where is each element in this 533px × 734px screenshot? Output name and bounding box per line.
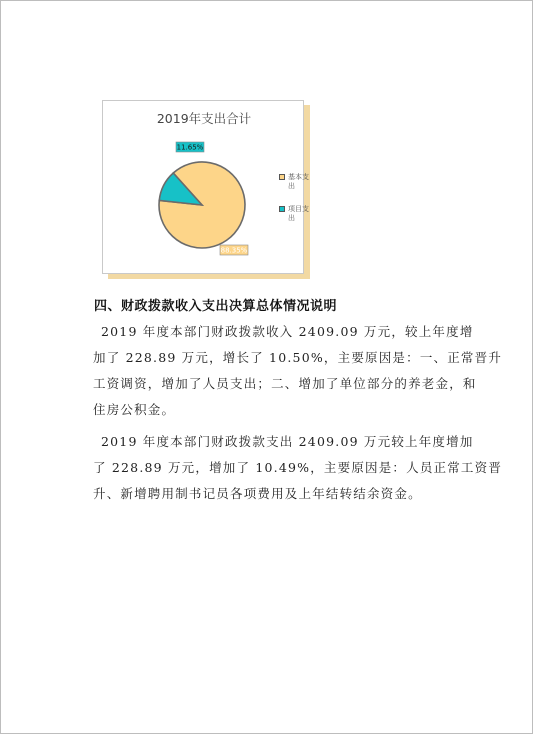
data-label-project: 11.65% bbox=[176, 143, 204, 152]
section-heading: 四、财政拨款收入支出决算总体情况说明 bbox=[94, 299, 338, 314]
legend-label-project: 项目支出 bbox=[288, 205, 309, 222]
data-label-basic: 88.35% bbox=[220, 246, 248, 255]
paragraph-line: 2019 年度本部门财政拨款收入 2409.09 万元，较上年度增 bbox=[101, 324, 474, 339]
paragraph-line: 加了 228.89 万元，增长了 10.50%，主要原因是：一、正常晋升 bbox=[93, 350, 503, 365]
paragraph-expenditure bbox=[93, 429, 503, 507]
paragraph-revenue bbox=[93, 319, 503, 423]
paragraph-line: 工资调资，增加了人员支出；二、增加了单位部分的养老金，和 bbox=[93, 376, 477, 391]
legend-swatch-project bbox=[279, 206, 285, 212]
paragraph-line: 2019 年度本部门财政拨款支出 2409.09 万元较上年度增加 bbox=[101, 434, 474, 449]
chart-title: 2019年支出合计 bbox=[156, 111, 252, 126]
pie-chart-svg bbox=[103, 101, 305, 275]
paragraph-line: 了 228.89 万元，增加了 10.49%，主要原因是：人员正常工资晋 bbox=[93, 460, 503, 475]
pie-chart bbox=[102, 100, 309, 274]
paragraph-line: 住房公积金。 bbox=[93, 402, 176, 417]
legend-label-basic: 基本支出 bbox=[288, 173, 309, 190]
paragraph-line: 升、新增聘用制书记员各项费用及上年结转结余资金。 bbox=[93, 486, 422, 501]
legend-swatch-basic bbox=[279, 174, 285, 180]
